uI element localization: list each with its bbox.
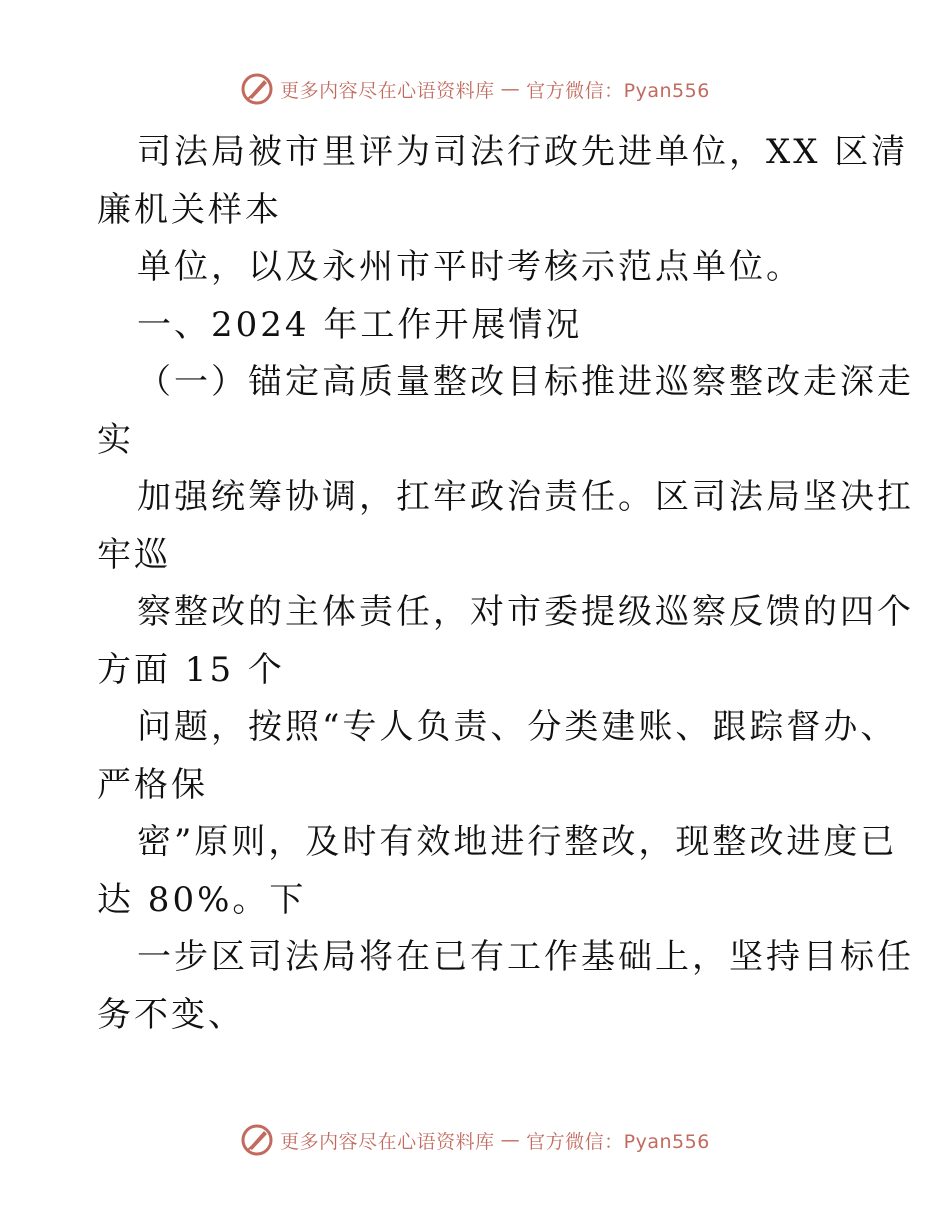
body-text-line: 严格保 — [97, 764, 208, 805]
body-text-line: 方面 15 个 — [97, 649, 285, 690]
body-text-line: 司法局被市里评为司法行政先进单位，XX 区清 — [137, 132, 909, 172]
header-watermark — [0, 72, 950, 106]
body-text-line: 务不变、 — [97, 994, 245, 1035]
body-text-line: 廉机关样本 — [97, 189, 282, 230]
watermark-text: 更多内容尽在心语资料库 — [280, 1130, 495, 1153]
body-text-line: 一步区司法局将在已有工作基础上，坚持目标任 — [137, 937, 914, 977]
watermark-separator: — — [500, 1129, 521, 1151]
body-text-line: 察整改的主体责任，对市委提级巡察反馈的四个 — [137, 592, 914, 632]
watermark-wechat: 官方微信：Pyan556 — [526, 1130, 710, 1153]
body-text-line: 密”原则，及时有效地进行整改，现整改进度已 — [137, 822, 898, 862]
footer-watermark — [0, 1123, 950, 1157]
quill-logo-icon — [240, 72, 274, 106]
body-text-line: 实 — [97, 419, 134, 460]
body-text-line: 牢巡 — [97, 534, 171, 575]
body-text-line: 问题，按照“专人负责、分类建账、跟踪督办、 — [137, 707, 898, 747]
watermark-separator: — — [500, 78, 521, 100]
quill-logo-icon — [240, 1123, 274, 1157]
document-body — [97, 124, 914, 1044]
watermark-text: 更多内容尽在心语资料库 — [280, 79, 495, 102]
body-text-line: 加强统筹协调，扛牢政治责任。区司法局坚决扛 — [137, 477, 914, 517]
body-text-line: 达 80%。下 — [97, 879, 307, 920]
body-text-line: 单位，以及永州市平时考核示范点单位。 — [137, 247, 803, 287]
body-text-line: 一、2024 年工作开展情况 — [137, 304, 583, 345]
body-text-line: （一）锚定高质量整改目标推进巡察整改走深走 — [137, 362, 914, 402]
watermark-wechat: 官方微信：Pyan556 — [526, 79, 710, 102]
